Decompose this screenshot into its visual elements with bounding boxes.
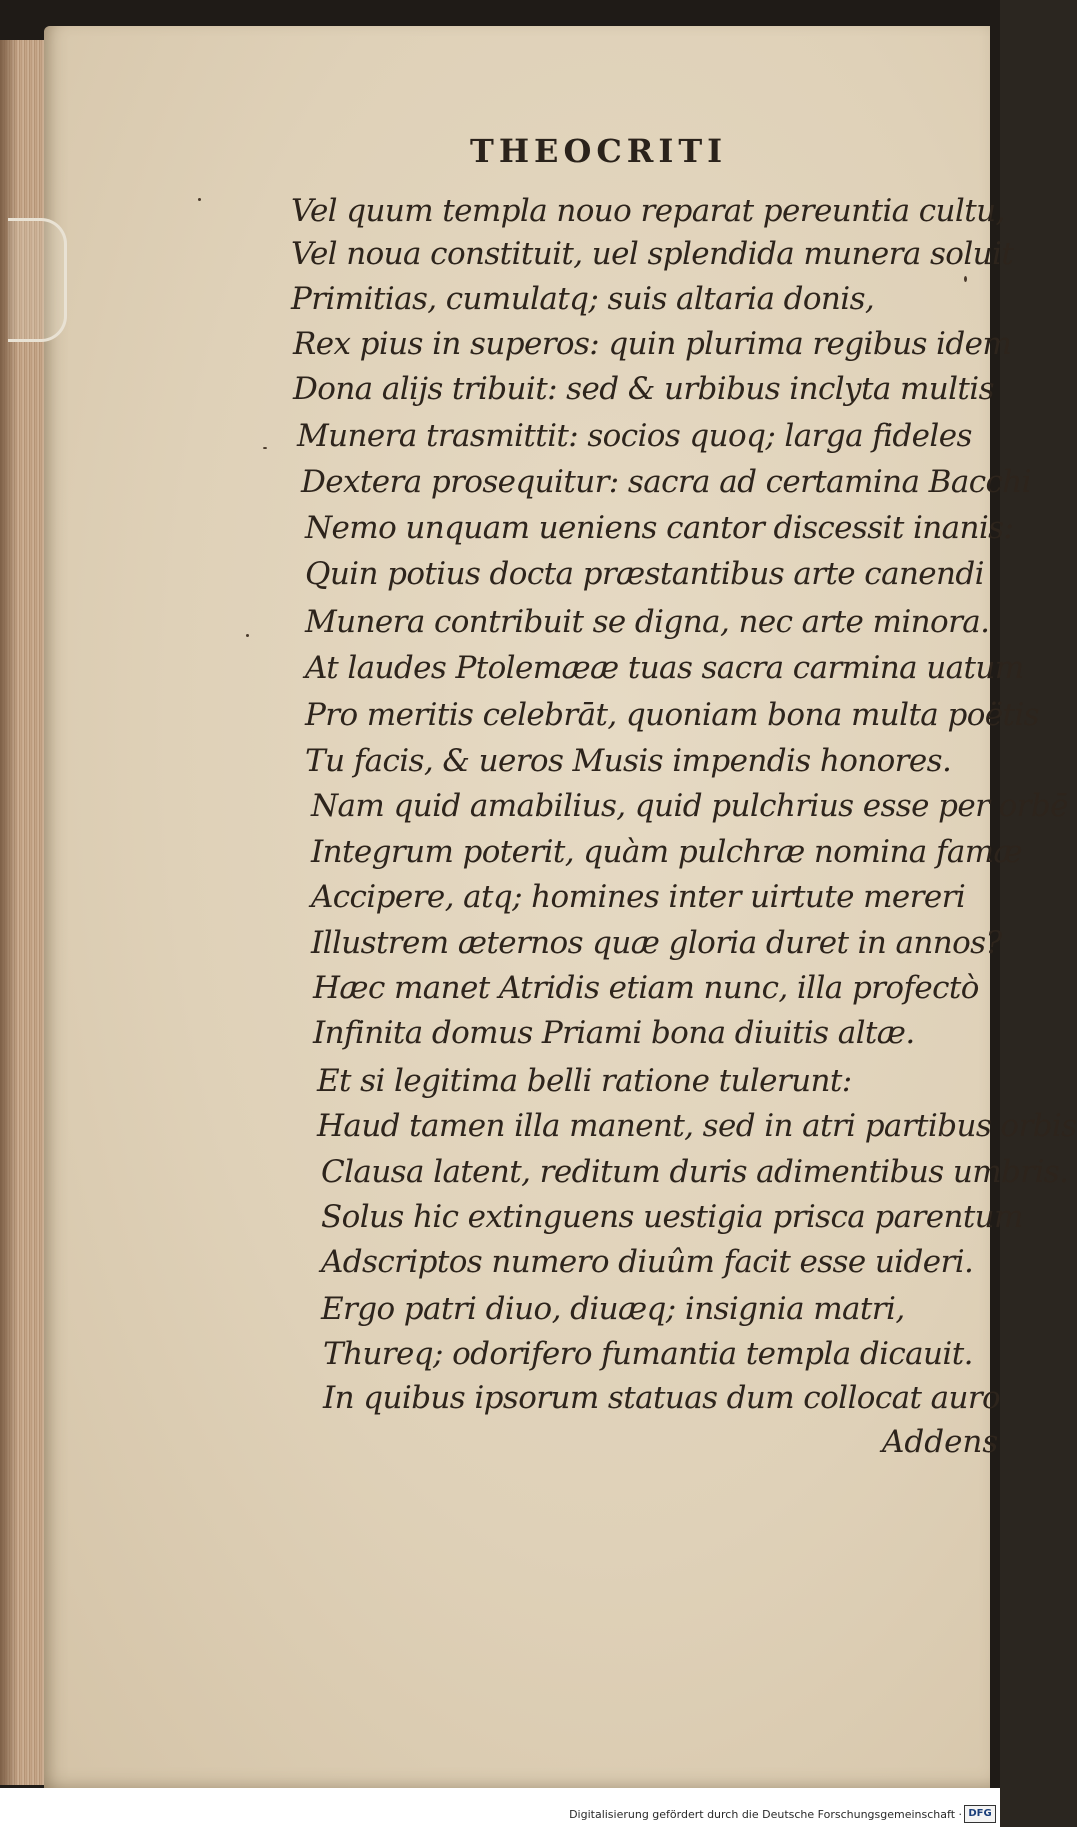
verse-line: Vel quum templa nouo reparat pereuntia cultu, [291, 193, 1005, 229]
ink-speck [263, 447, 267, 449]
verse-line: Et si legitima belli ratione tulerunt: [317, 1063, 852, 1099]
ink-speck [964, 276, 967, 282]
catchword: Addens [882, 1424, 999, 1460]
verse-line: Tu facis, & ueros Musis impendis honores. [305, 743, 952, 779]
verse-line: Pro meritis celebrāt, quoniam bona multa poëtis [305, 697, 1039, 733]
verse-line: Haud tamen illa manent, sed in atri partibus orbis [317, 1108, 1077, 1144]
ink-speck [198, 198, 201, 201]
verse-line: Thureq; odorifero fumantia templa dicauit. [323, 1336, 973, 1372]
dfg-logo-icon: DFG [964, 1805, 996, 1823]
verse-line: In quibus ipsorum statuas dum collocat auro [323, 1380, 1001, 1416]
verse-line: Clausa latent, reditum duris adimentibus umbris. [321, 1154, 1069, 1190]
verse-line: Munera trasmittit: socios quoq; larga fideles [297, 418, 972, 454]
verse-line: Vel noua constituit, uel splendida munera soluit [291, 236, 1014, 272]
verse-line: Illustrem æternos quæ gloria duret in annos? [311, 925, 1002, 961]
verse-line: Accipere, atq; homines inter uirtute mereri [311, 879, 966, 915]
verse-line: Infinita domus Priami bona diuitis altæ. [313, 1015, 915, 1051]
verse-line: At laudes Ptolemææ tuas sacra carmina uatum [305, 650, 1024, 686]
verse-line: Nam quid amabilius, quid pulchrius esse per orbē [311, 788, 1068, 824]
verse-line: Ergo patri diuo, diuæq; insignia matri, [321, 1291, 905, 1327]
verse-line: Nemo unquam ueniens cantor discessit inanis: [305, 510, 1014, 546]
page-clip-icon [8, 218, 67, 342]
verse-line: Adscriptos numero diuûm facit esse uideri. [321, 1244, 974, 1280]
verse-line: Rex pius in superos: quin plurima regibus idem [293, 326, 1012, 362]
running-head: THEOCRITI [470, 132, 728, 170]
verse-line: Dextera prosequitur: sacra ad certamina Bacchi [301, 464, 1031, 500]
digitization-credit: Digitalisierung gefördert durch die Deutsche Forschungsgemeinschaft · [569, 1808, 962, 1821]
verse-line: Solus hic extinguens uestigia prisca parentum [321, 1199, 1023, 1235]
verse-line: Dona alijs tribuit: sed & urbibus inclyta multis [293, 371, 994, 407]
verse-line: Primitias, cumulatq; suis altaria donis, [291, 281, 875, 317]
verse-line: Munera contribuit se digna, nec arte minora. [305, 604, 990, 640]
verse-line: Hæc manet Atridis etiam nunc, illa profectò [313, 970, 979, 1006]
ink-speck [246, 634, 249, 637]
verse-line: Integrum poterit, quàm pulchræ nomina famæ [311, 834, 1023, 870]
verse-line: Quin potius docta præstantibus arte canendi [305, 556, 984, 592]
